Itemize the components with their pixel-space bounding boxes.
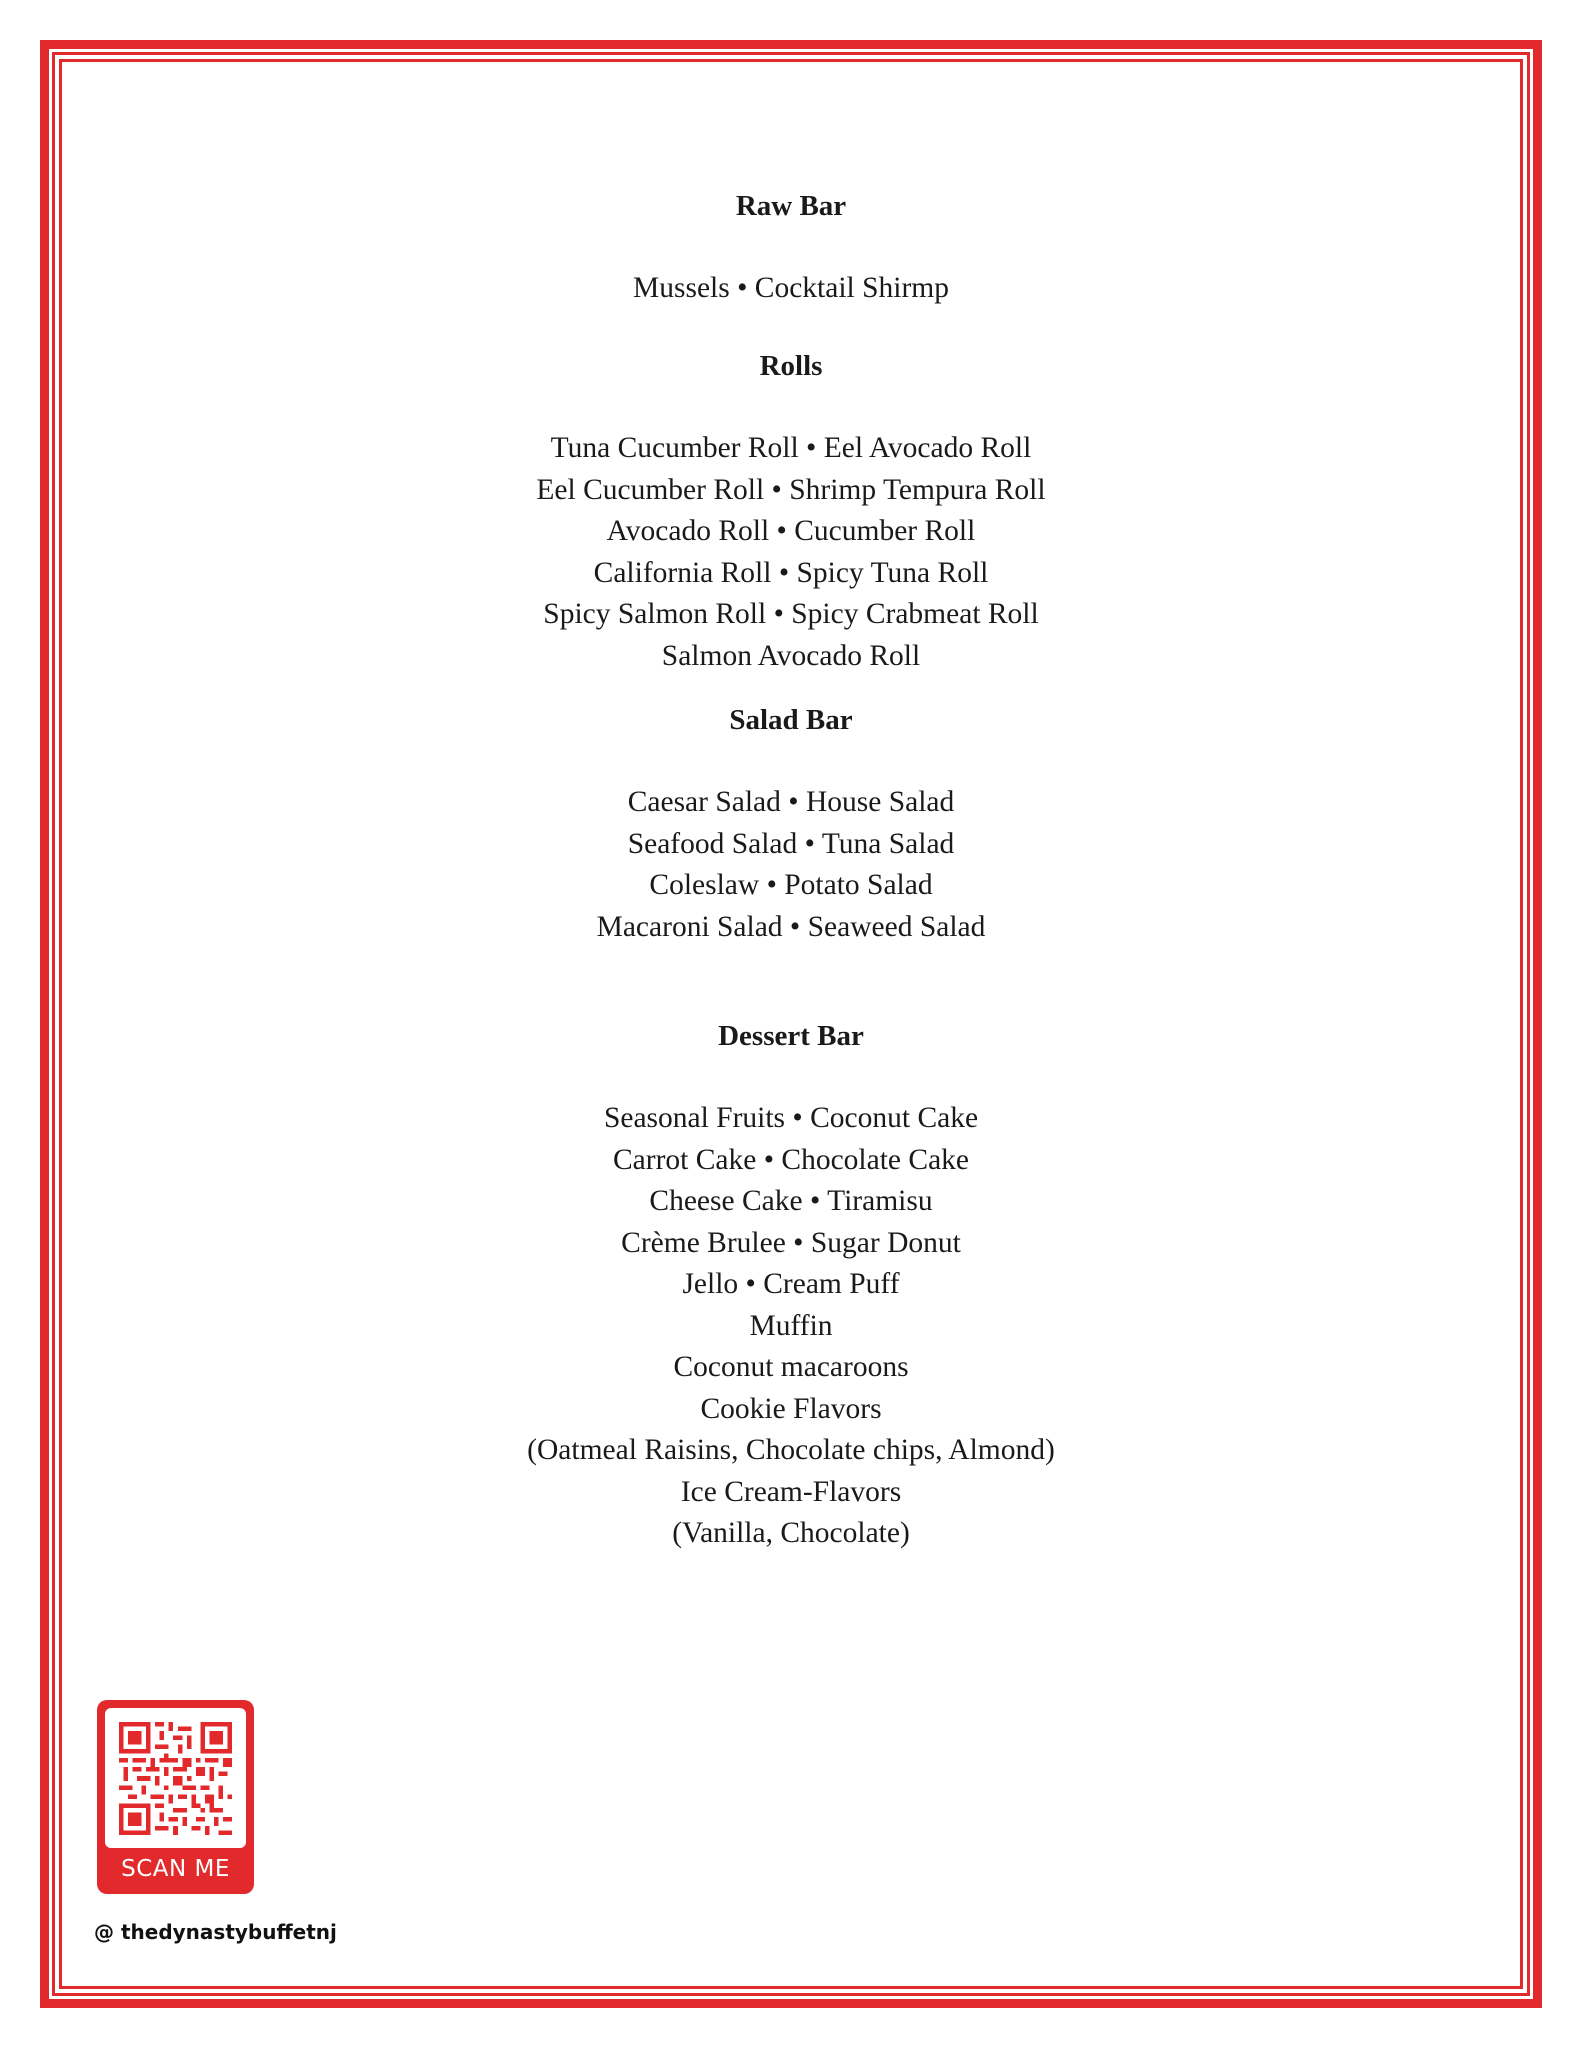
menu-item: Muffin [749,1309,833,1342]
menu-item: (Oatmeal Raisins, Chocolate chips, Almond) [527,1434,1055,1466]
section-heading-rolls: Rolls [759,350,823,382]
menu-item: Spicy Salmon Roll • Spicy Crabmeat Roll [543,598,1039,630]
menu-item: Cheese Cake • Tiramisu [649,1185,933,1217]
menu-item: Avocado Roll • Cucumber Roll [606,515,976,547]
social-handle[interactable]: @ thedynastybuffetnj [94,1920,337,1944]
menu-item: Seasonal Fruits • Coconut Cake [603,1102,979,1134]
menu-item: Eel Cucumber Roll • Shrimp Tempura Roll [536,473,1046,506]
qr-card[interactable] [97,1700,254,1894]
qr-code-icon[interactable] [105,1708,246,1848]
section-heading-raw-bar: Raw Bar [735,190,847,222]
scan-me-label: SCAN ME [121,1856,230,1882]
menu-item: Coconut macaroons [673,1351,909,1383]
menu-item: Carrot Cake • Chocolate Cake [612,1143,970,1176]
menu-item: Ice Cream-Flavors [680,1475,902,1508]
section-items-salad-bar [0,782,1582,948]
menu-item: (Vanilla, Chocolate) [672,1517,910,1549]
menu-item: Caesar Salad • House Salad [627,786,955,818]
menu-item: Crème Brulee • Sugar Donut [621,1226,961,1259]
menu-item: Mussels • Cocktail Shirmp [633,272,949,304]
menu-item: Seafood Salad • Tuna Salad [627,827,955,860]
section-heading-dessert-bar: Dessert Bar [718,1020,864,1052]
menu-item: Salmon Avocado Roll [661,639,921,672]
section-items-rolls [0,428,1582,677]
menu-item: Tuna Cucumber Roll • Eel Avocado Roll [550,432,1032,464]
menu-item: Coleslaw • Potato Salad [649,869,933,901]
section-items-dessert-bar [0,1098,1582,1555]
section-heading-salad-bar: Salad Bar [729,704,853,736]
menu-item: California Roll • Spicy Tuna Roll [593,556,989,589]
menu-item: Macaroni Salad • Seaweed Salad [596,910,986,943]
menu-item: Cookie Flavors [700,1392,882,1425]
menu-item: Jello • Cream Puff [682,1268,900,1300]
section-items-raw-bar [0,268,1582,310]
